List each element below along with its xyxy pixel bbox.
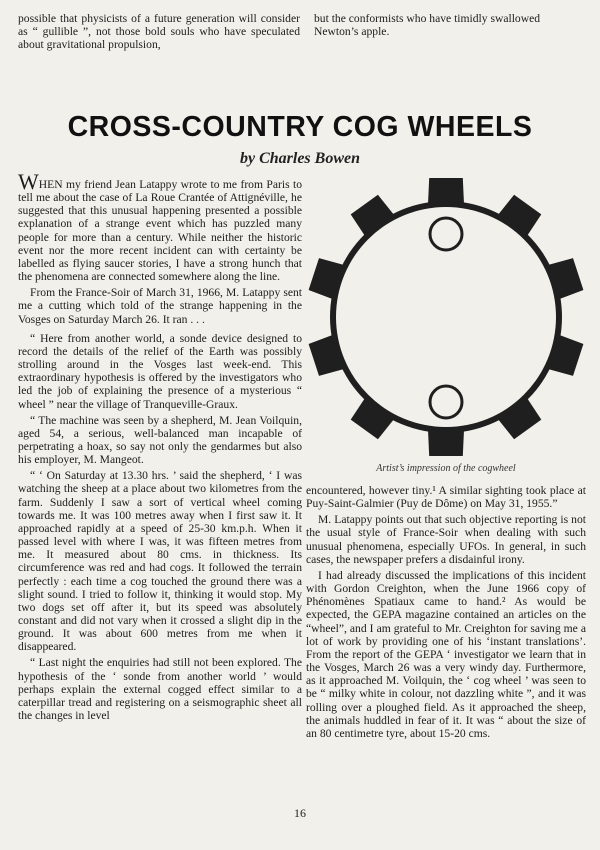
cogwheel-illustration [306,172,586,462]
paragraph-4: “ The machine was seen by a shepherd, M. Jean Voilquin, aged 54, a serious, well-balanced man incapable of perpetrating a hoax, so say not only the gendarmes but also his employer, M. Mangeot. [18,413,302,467]
previous-article-right-text: but the conformists who have timidly swallowed Newton’s apple. [314,12,541,39]
paragraph-5: “ ‘ On Saturday at 13.30 hrs. ’ said the shepherd, ‘ I was watching the sheep at a place about two kilometres from the farm. Suddenly I saw a sort of vertical wheel coming towards me. It was 100 metres away when I first saw it. It approached rapidly at a speed of 25-30 km.p.h. When it passed level with where I was, it was fifteen metres from me. It measured about 80 cms. in thickness. Its circumference was red and had cogs. It followed the terrain perfectly : each time a cog touched the ground there was a slight sound. I tried to follow it, thinking it would stop. My two dogs set off after it, but its speed was absolutely constant and did not vary when it crossed a slight dip in the ground. It was about 600 metres from me when it disappeared. [18,469,302,654]
drop-cap: W [18,169,39,194]
figure-caption: Artist’s impression of the cogwheel [376,463,516,474]
cogwheel-figure [306,172,586,482]
paragraph-2: From the France-Soir of March 31, 1966, M. Latappy sent me a cutting which told of the strange happening in the Vosges on Saturday March 26. It ran . . . [18,286,302,326]
article-title: CROSS-COUNTRY COG WHEELS [67,111,533,143]
previous-article-left-text: possible that physicists of a future generation will consider as “ gullible ”, not those bold souls who have speculated about gravitational propulsion, [18,12,300,52]
paragraph-1-text: HEN my friend Jean Latappy wrote to me from Paris to tell me about the case of La Roue Crantée of Attignéville, he suggested that this unusual happening presented a possible explanation of a strange event which has puzzled many people for more than a century. While neither the historic event nor the more recent incident can with certainty be labelled as flying saucer stories, I have a strong hunch that the phenomena are connected somewhere along the line. [18,178,302,284]
cog-lower-hole [430,386,462,418]
right-paragraph-3: I had already discussed the implications of this incident with Gordon Creighton, when the June 1966 copy of Phénomènes Spatiaux came to hand.² As would be expected, the GEPA magazine contained an articles on the “wheel”, and I am grateful to Mr. Creighton for saving me a lot of work by providing one of his ‘instant translations’. From the report of the GEPA ‘ investigator we learn that in the Vosges, March 26 was a very windy day. Furthermore, as it approached M. Voilquin, the ‘ cog wheel ’ was seen to be “ milky white in colour, not dazzling white ”, and it was rolling over a ploughed field. As it approached the sheep, the animals huddled in fear of it. It was “ about the size of an 80 centimetre tyre, about 15-20 cms. [306,568,586,740]
right-column [306,484,586,743]
paragraph-3: “ Here from another world, a sonde device designed to record the details of the relief of the Earth was possibly strolling around in the Vosges last week-end. This extraordinary hypothesis is offered by the investigators who led the job of explaining the presence of a mysterious “ wheel ” near the village of Tranqueville-Graux. [18,331,302,411]
page-number: 16 [294,806,306,820]
right-paragraph-2: M. Latappy points out that such objective reporting is not the usual style of France-Soir when dealing with such unusual phenomena, especially UFOs. In general, in such cases, the newspaper prefers a disdainful irony. [306,513,586,566]
article-byline: by Charles Bowen [239,150,360,167]
paragraph-6: “ Last night the enquiries had still not been explored. The hypothesis of the ‘ sonde from another world ’ would perhaps explain the external cogged effect similar to a caterpillar tread and registering on a seismographic sheet all the changes in level [18,656,302,723]
paragraph-1 [18,169,302,284]
cog-upper-hole [430,218,462,250]
right-paragraph-1: encountered, however tiny.¹ A similar sighting took place at Puy-Saint-Galmier (Puy de Dôme) on May 31, 1955.” [306,484,586,511]
left-column [18,169,302,725]
